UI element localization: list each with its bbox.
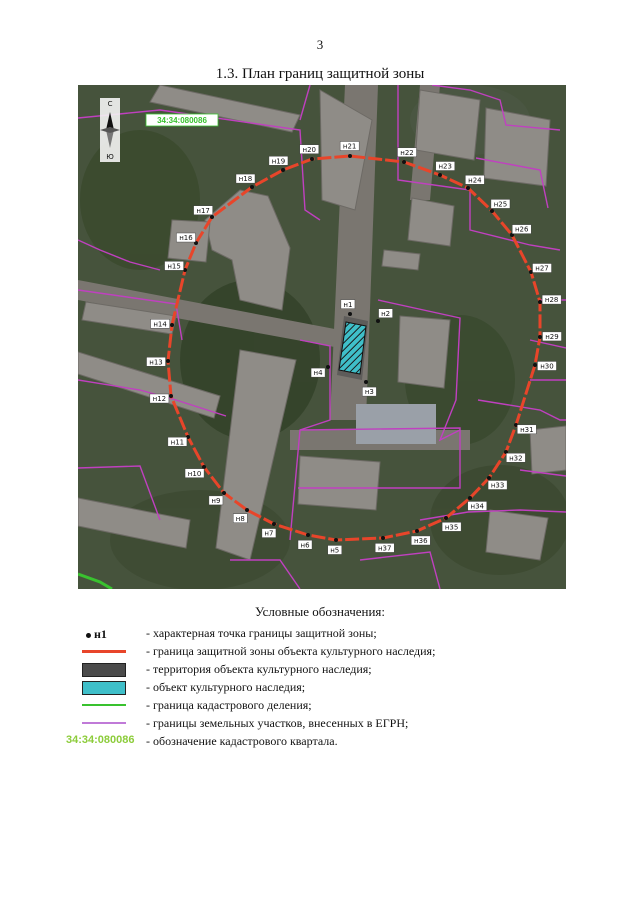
- green-line-icon: [82, 704, 126, 706]
- boundary-point-marker: [210, 215, 214, 219]
- boundary-point-label: н8: [235, 514, 245, 523]
- legend-item-parcels: [72, 714, 612, 732]
- boundary-point-label: н7: [264, 529, 274, 538]
- boundary-point-marker: [202, 465, 206, 469]
- boundary-point-label: н20: [302, 145, 317, 154]
- boundary-point-label: н31: [520, 425, 534, 434]
- legend-text: - территория объекта культурного наследия;: [146, 662, 372, 676]
- boundary-point-marker: [306, 533, 310, 537]
- legend-text: - обозначение кадастрового квартала.: [146, 734, 338, 748]
- legend-text: - границы земельных участков, внесенных в ЕГРН;: [146, 716, 409, 730]
- boundary-point-marker: [245, 508, 249, 512]
- page-number: 3: [316, 37, 324, 52]
- legend-item-zone-boundary: [72, 642, 612, 660]
- legend: [66, 624, 612, 750]
- compass-south-label: Ю: [106, 153, 114, 161]
- legend-item-point: [72, 624, 612, 642]
- legend-text: - характерная точка границы защитной зоны;: [146, 626, 377, 640]
- boundary-point-label: н14: [153, 320, 167, 329]
- boundary-point-label: н9: [211, 496, 221, 505]
- boundary-point-label: н18: [238, 175, 253, 184]
- boundary-point-marker: [444, 516, 448, 520]
- boundary-point-marker: [169, 394, 173, 398]
- boundary-point-marker: [348, 154, 352, 158]
- boundary-point-label: н3: [364, 388, 374, 397]
- boundary-point-label: н34: [470, 502, 485, 511]
- boundary-point-label: н27: [535, 264, 549, 273]
- boundary-point-label: н2: [381, 309, 391, 318]
- boundary-point-label: н32: [509, 454, 523, 463]
- boundary-point-marker: [364, 380, 368, 384]
- kadastr-quarter-symbol: 34:34:080086: [66, 734, 135, 746]
- boundary-point-label: н30: [540, 362, 554, 371]
- boundary-point-marker: [415, 529, 419, 533]
- boundary-point-label: н12: [152, 395, 167, 404]
- boundary-point-label: н33: [490, 481, 505, 490]
- boundary-point-marker: [334, 538, 338, 542]
- legend-item-cadastral-division: [72, 696, 612, 714]
- boundary-point-label: н16: [179, 234, 193, 243]
- boundary-point-label: н11: [170, 438, 185, 447]
- boundary-point-marker: [250, 185, 254, 189]
- boundary-point-marker: [402, 160, 406, 164]
- boundary-point-marker: [310, 157, 314, 161]
- boundary-point-marker: [466, 186, 470, 190]
- legend-item-heritage-territory: [72, 660, 612, 678]
- dark-rect-icon: [82, 663, 126, 677]
- boundary-point-label: н36: [414, 537, 428, 546]
- protection-zone-map: [78, 85, 566, 589]
- cyan-rect-icon: [82, 681, 126, 695]
- boundary-point-marker: [381, 536, 385, 540]
- boundary-point-marker: [376, 319, 380, 323]
- boundary-point-marker: [281, 168, 285, 172]
- boundary-point-label: н5: [330, 546, 340, 555]
- boundary-point-marker: [468, 496, 472, 500]
- compass-north-label: С: [107, 100, 113, 108]
- boundary-point-marker: [538, 335, 542, 339]
- boundary-point-label: н1: [343, 300, 353, 309]
- cadastral-quarter-label-box: [146, 114, 218, 126]
- boundary-point-label: н35: [444, 523, 459, 532]
- cadastral-quarter-label: 34:34:080086: [157, 116, 207, 125]
- boundary-point-label: н28: [544, 296, 559, 305]
- boundary-point: [529, 264, 552, 274]
- legend-text: - граница кадастрового деления;: [146, 698, 312, 712]
- boundary-point-marker: [490, 209, 494, 213]
- boundary-point-label: н13: [149, 358, 163, 367]
- boundary-point-label: н6: [300, 541, 310, 550]
- boundary-point-label: н15: [167, 262, 181, 271]
- red-line-icon: [82, 650, 126, 653]
- boundary-point-label: н19: [271, 157, 286, 166]
- legend-item-kadastr-quarter: [66, 732, 612, 750]
- legend-point-symbol: н1: [86, 627, 107, 642]
- parking-lot: [356, 404, 436, 444]
- purple-line-icon: [82, 722, 126, 724]
- section-title: 1.3. План границ защитной зоны: [215, 66, 425, 82]
- boundary-point-label: н4: [313, 369, 323, 378]
- boundary-point-marker: [538, 300, 542, 304]
- boundary-point-marker: [166, 359, 170, 363]
- boundary-point-marker: [272, 522, 276, 526]
- boundary-point-label: н17: [196, 206, 210, 215]
- boundary-point-marker: [533, 363, 537, 367]
- boundary-point-label: н37: [377, 544, 392, 553]
- legend-text: - граница защитной зоны объекта культурного наследия;: [146, 644, 436, 658]
- boundary-point-label: н24: [468, 176, 482, 185]
- legend-title: Условные обозначения:: [254, 604, 386, 619]
- boundary-point-label: н23: [438, 162, 452, 171]
- boundary-point-label: н25: [493, 200, 508, 209]
- legend-text: - объект культурного наследия;: [146, 680, 306, 694]
- compass: [100, 98, 120, 162]
- boundary-point-marker: [487, 476, 491, 480]
- boundary-point-marker: [438, 173, 442, 177]
- boundary-point-marker: [348, 312, 352, 316]
- legend-item-heritage-object: [72, 678, 612, 696]
- boundary-point: [165, 261, 187, 272]
- point-icon: [86, 633, 91, 638]
- boundary-point-label: н21: [342, 142, 357, 151]
- boundary-point-label: н26: [514, 225, 529, 234]
- boundary-point-label: н29: [545, 333, 559, 342]
- boundary-point-label: н10: [187, 469, 202, 478]
- boundary-point: [514, 423, 536, 434]
- boundary-point-marker: [222, 491, 226, 495]
- boundary-point-label: н22: [400, 148, 414, 157]
- boundary-point-marker: [170, 323, 174, 327]
- boundary-point-marker: [326, 365, 330, 369]
